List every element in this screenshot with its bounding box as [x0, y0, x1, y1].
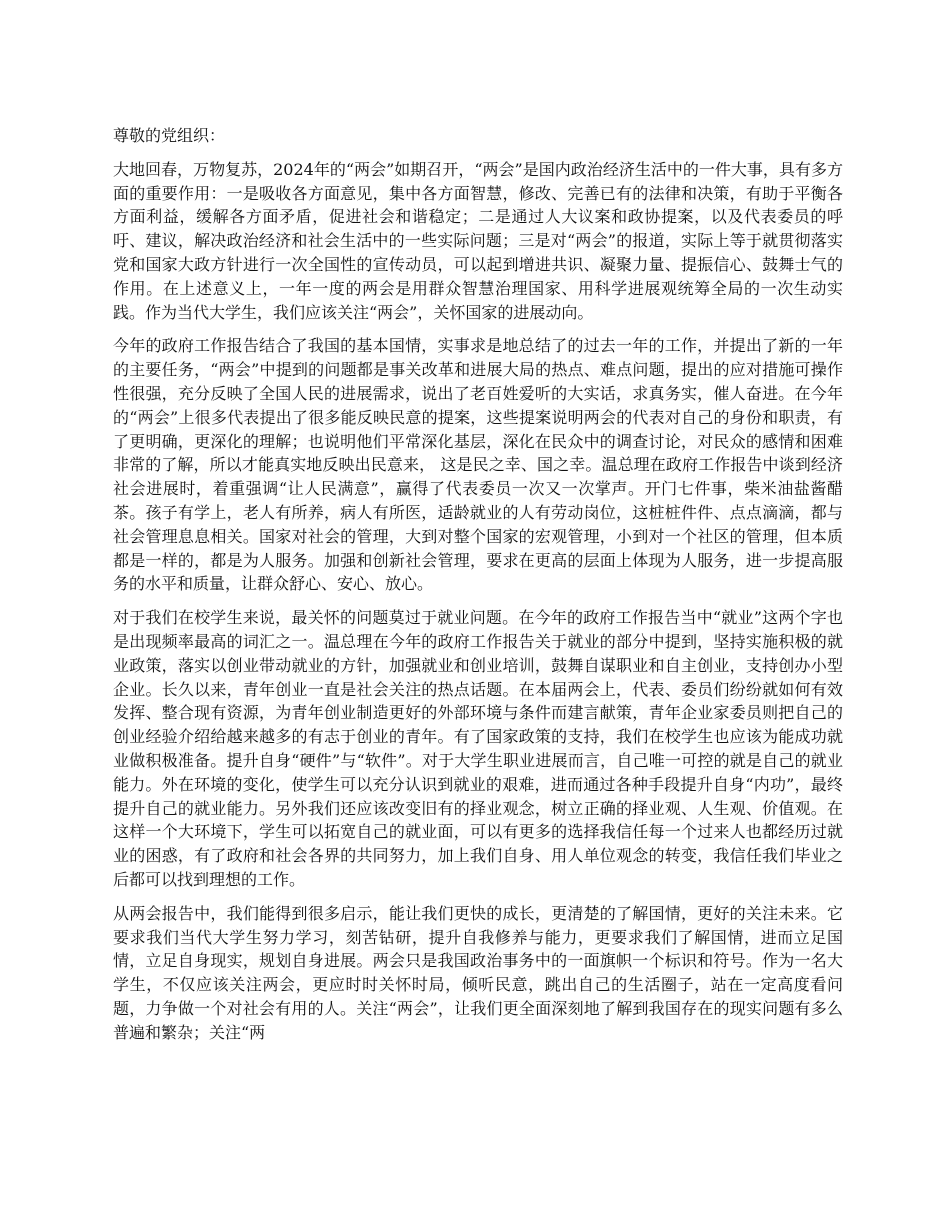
- salutation: 尊敬的党组织：: [113, 126, 226, 145]
- paragraph-4: 从两会报告中，我们能得到很多启示，能让我们更快的成长，更清楚的了解国情，更好的关注未来。它要求我们当代大学生努力学习，刻苦钻研，提升自我修养与能力，更要求我们了解国情，进而立足国情，立足自身现实，规划自身进展。两会只是我国政治事务中的一面旗帜一个标识和符号。作为一名大学生，不仅应该关注两会，更应时时关怀时局，倾听民意，跳出自己的生活圈子，站在一定高度看问题，力争做一个对社会有用的人。关注“两会”，让我们更全面深刻地了解到我国存在的现实问题有多么普遍和繁杂；关注“两: [113, 903, 843, 1042]
- letter-body: [113, 124, 843, 1054]
- paragraph-3: 对于我们在校学生来说，最关怀的问题莫过于就业问题。在今年的政府工作报告当中“就业”这两个字也是出现频率最高的词汇之一。温总理在今年的政府工作报告关于就业的部分中提到，坚持实施积极的就业政策，落实以创业带动就业的方针，加强就业和创业培训，鼓舞自谋职业和自主创业，支持创办小型企业。长久以来，青年创业一直是社会关注的热点话题。在本届两会上，代表、委员们纷纷就如何有效发挥、整合现有资源，为青年创业制造更好的外部环境与条件而建言献策，青年企业家委员则把自己的创业经验介绍给越来越多的有志于创业的青年。有了国家政策的支持，我们在校学生也应该为能成功就业做积极准备。提升自身“硬件”与“软件”。对于大学生职业进展而言，自己唯一可控的就是自己的就业能力。外在环境的变化，使学生可以充分认识到就业的艰难，进而通过各种手段提升自身“内功”，最终提升自己的就业能力。另外我们还应该改变旧有的择业观念，树立正确的择业观、人生观、价值观。在这样一个大环境下，学生可以拓宽自己的就业面，可以有更多的选择我信任每一个过来人也都经历过就业的困惑，有了政府和社会各界的共同努力，加上我们自身、用人单位观念的转变，我信任我们毕业之后都可以找到理想的工作。: [113, 608, 843, 889]
- paragraph-1: 大地回春，万物复苏，2024年的“两会”如期召开，“两会”是国内政治经济生活中的一件大事，具有多方面的重要作用：一是吸收各方面意见，集中各方面智慧，修改、完善已有的法律和决策，有助于平衡各方面利益，缓解各方面矛盾，促进社会和谐稳定；二是通过人大议案和政协提案，以及代表委员的呼吁、建议，解决政治经济和社会生活中的一些实际问题；三是对“两会”的报道，实际上等于就贯彻落实党和国家大政方针进行一次全国性的宣传动员，可以起到增进共识、凝聚力量、提振信心、鼓舞士气的作用。在上述意义上，一年一度的两会是用群众智慧治理国家、用科学进展观统筹全局的一次生动实践。作为当代大学生，我们应该关注“两会”，关怀国家的进展动向。: [113, 159, 843, 322]
- paragraph-2: 今年的政府工作报告结合了我国的基本国情，实事求是地总结了的过去一年的工作，并提出了新的一年的主要任务，“两会”中提到的问题都是事关改革和进展大局的热点、难点问题，提出的应对措施可操作性很强，充分反映了全国人民的进展需求，说出了老百姓爱听的大实话，求真务实，催人奋进。在今年的“两会”上很多代表提出了很多能反映民意的提案，这些提案说明两会的代表对自己的身份和职责，有了更明确，更深化的理解；也说明他们平常深化基层，深化在民众中的调查讨论，对民众的感情和困难非常的了解，所以才能真实地反映出民意来， 这是民之幸、国之幸。温总理在政府工作报告中谈到经济社会进展时，着重强调“让人民满意”，赢得了代表委员一次又一次掌声。开门七件事，柴米油盐酱醋茶。孩子有学上，老人有所养，病人有所医，适龄就业的人有劳动岗位，这桩桩件件、点点滴滴，都与社会管理息息相关。国家对社会的管理，大到对整个国家的宏观管理，小到对一个社区的管理，但本质都是一样的，都是为人服务。加强和创新社会管理，要求在更高的层面上体现为人服务，进一步提高服务的水平和质量，让群众舒心、安心、放心。: [113, 336, 843, 594]
